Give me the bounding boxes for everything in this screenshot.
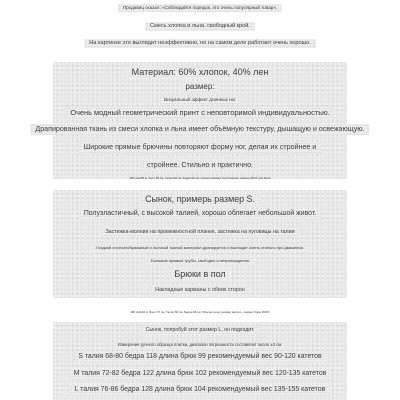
high-waist-label: Полуэластичный, с высокой талией, хорошо облегает небольшой живот. — [79, 209, 321, 220]
straight-legs-label: Большие прямые трубы, свободно и непринужденно — [146, 257, 254, 264]
model-2-measurements: 168 см/146 кг. Бюст 97 см. Талия 86 см. Бедра 98 см. Обычно ношу размер верха L, размер брюк 29/30. — [130, 310, 270, 314]
fabric-blend-label: Смесь хлопка и льна, свободный крой. — [145, 22, 255, 31]
zipper-buttons-label: Застежка-молния на промежностной планке, застежка на пуговицы на талии — [100, 228, 299, 237]
size-m-row: M талия 72-82 бедра 122 длина брюк 102 рекомендуемый вес 120-135 катетов — [69, 369, 332, 380]
picture-vs-reality-label: На картинке это выглядит неэффективно, но на самом деле работает очень хорошо. — [84, 39, 316, 48]
long-legs-effect-label: Визуальный эффект длинных ног — [159, 96, 241, 104]
smooth-fabric-label: Гладкий хлопчатобумажный и льняной тканый материал драпируется и выглядит очень стильно при движении. — [91, 244, 309, 251]
try-size-s-label: Сынок, примерь размер S. — [140, 193, 260, 206]
floor-length-label: Брюки в пол — [169, 268, 230, 281]
wide-legs-label: Широкие прямые брючины повторяют форму ног, делая их стройнее и — [79, 142, 322, 153]
try-size-l-label: Сынок, попробуй этот размер L, он подходит. — [141, 326, 260, 335]
material-label: Материал: 60% хлопок, 40% лен — [127, 66, 274, 79]
size-l-row: L талия 76-86 бедра 128 длина брюк 104 рекомендуемый вес 135-155 катетов — [70, 385, 330, 396]
measurement-error-label: Измерение ручного образца плитки, диапазон погрешности составляет около ±3 см. — [113, 341, 288, 348]
geometric-print-label: Очень модный геометрический принт с неповторимой индивидуальностью. — [65, 107, 334, 118]
size-s-row: S талия 68-80 бедра 118 длина брюк 99 рекомендуемый вес 90-120 катетов — [73, 352, 326, 363]
draped-fabric-label: Драпированная ткань из смеси хлопка и льна имеет объёмную текстуру, дышащую и освежающую. — [30, 124, 369, 135]
patch-pockets-label: Накладные карманы с обеих сторон — [150, 286, 249, 295]
seller-quote-label: Продавец сказал: «Соблюдайте порядок, это очень популярный товар». — [118, 4, 282, 12]
model-1-measurements: 160 см/105 кг, бюст 85 см, талия 69 см, бедра 93 см, обычно размер S для верха, размер 26/27 для брюк — [129, 176, 271, 180]
size-heading: размер: — [180, 81, 219, 93]
slim-practical-label: стройнее. Стильно и практично. — [142, 160, 258, 171]
